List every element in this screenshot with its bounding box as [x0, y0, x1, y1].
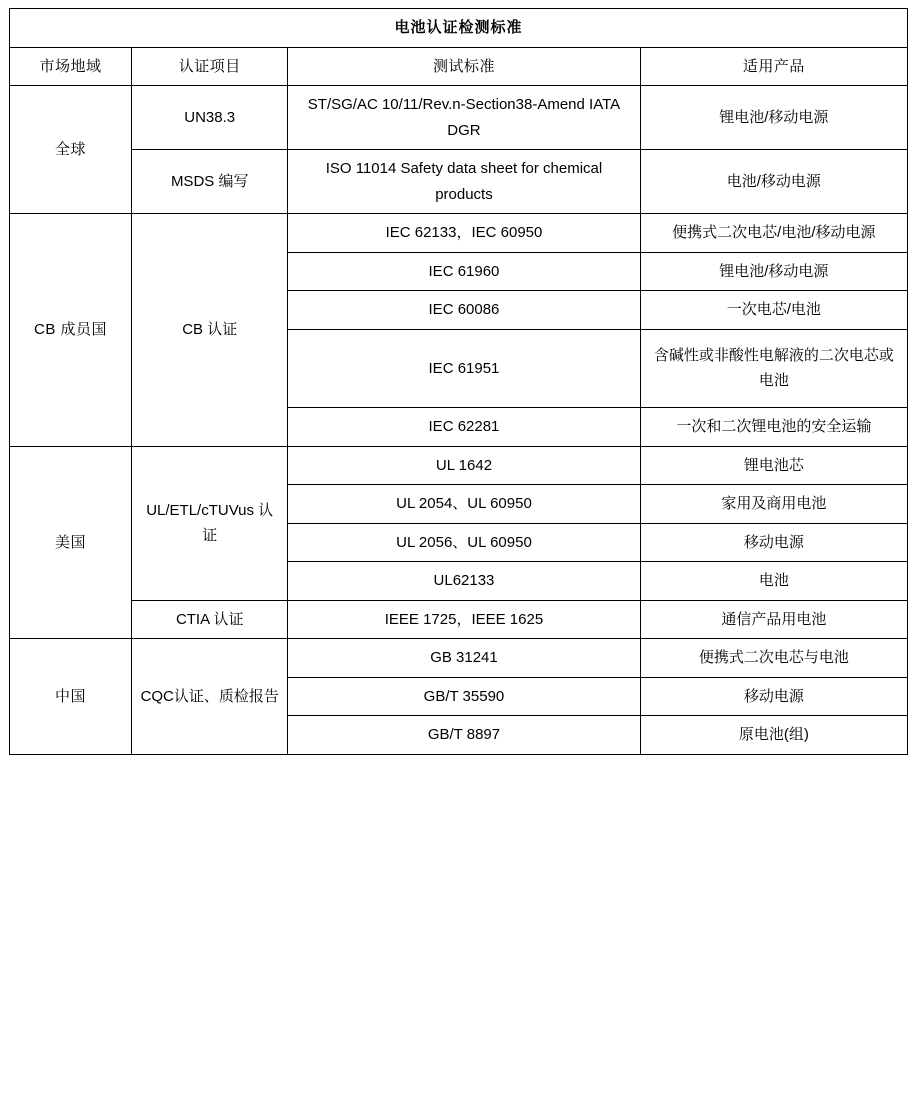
- column-header-product: 适用产品: [640, 47, 907, 86]
- table-title-row: [10, 9, 908, 48]
- cell-standard: GB/T 35590: [288, 677, 640, 716]
- document-title: 电池认证检测标准: [10, 9, 908, 48]
- cell-standard: IEC 61960: [288, 252, 640, 291]
- cell-standard: UL 1642: [288, 446, 640, 485]
- cell-product: 通信产品用电池: [640, 600, 907, 639]
- cell-product: 移动电源: [640, 523, 907, 562]
- cell-region: 中国: [10, 639, 132, 755]
- cell-product: 一次和二次锂电池的安全运输: [640, 408, 907, 447]
- cell-standard: IEC 60086: [288, 291, 640, 330]
- column-header-region: 市场地域: [10, 47, 132, 86]
- table-row: [10, 214, 908, 253]
- table-row: [10, 150, 908, 214]
- cell-standard: IEC 62281: [288, 408, 640, 447]
- cell-region: CB 成员国: [10, 214, 132, 447]
- column-header-standard: 测试标准: [288, 47, 640, 86]
- cell-product: 锂电池芯: [640, 446, 907, 485]
- cell-product: 原电池(组): [640, 716, 907, 755]
- cell-standard: GB 31241: [288, 639, 640, 678]
- cell-product: 一次电芯/电池: [640, 291, 907, 330]
- table-body: [10, 9, 908, 755]
- cell-project: CQC认证、质检报告: [132, 639, 288, 755]
- cell-project: MSDS 编写: [132, 150, 288, 214]
- cell-standard: ST/SG/AC 10/11/Rev.n-Section38-Amend IATA DGR: [288, 86, 640, 150]
- cell-standard: UL 2054、UL 60950: [288, 485, 640, 524]
- cell-product: 便携式二次电芯与电池: [640, 639, 907, 678]
- cell-standard: IEC 62133，IEC 60950: [288, 214, 640, 253]
- cell-product: 含碱性或非酸性电解液的二次电芯或电池: [640, 329, 907, 408]
- table-row: [10, 639, 908, 678]
- table-row: [10, 446, 908, 485]
- cell-standard: IEEE 1725，IEEE 1625: [288, 600, 640, 639]
- cell-project: CTIA 认证: [132, 600, 288, 639]
- table-row: [10, 86, 908, 150]
- cell-project: UL/ETL/cTUVus 认证: [132, 446, 288, 600]
- cell-standard: UL62133: [288, 562, 640, 601]
- cell-product: 家用及商用电池: [640, 485, 907, 524]
- certification-standards-table: [9, 8, 908, 755]
- cell-product: 电池/移动电源: [640, 150, 907, 214]
- cell-product: 锂电池/移动电源: [640, 86, 907, 150]
- cell-standard: IEC 61951: [288, 329, 640, 408]
- cell-project: UN38.3: [132, 86, 288, 150]
- table-header-row: [10, 47, 908, 86]
- cell-product: 电池: [640, 562, 907, 601]
- cell-product: 锂电池/移动电源: [640, 252, 907, 291]
- cell-standard: ISO 11014 Safety data sheet for chemical products: [288, 150, 640, 214]
- cell-product: 便携式二次电芯/电池/移动电源: [640, 214, 907, 253]
- cell-project: CB 认证: [132, 214, 288, 447]
- table-row: [10, 600, 908, 639]
- cell-product: 移动电源: [640, 677, 907, 716]
- cell-region: 美国: [10, 446, 132, 639]
- cell-region: 全球: [10, 86, 132, 214]
- cell-standard: GB/T 8897: [288, 716, 640, 755]
- column-header-project: 认证项目: [132, 47, 288, 86]
- cell-standard: UL 2056、UL 60950: [288, 523, 640, 562]
